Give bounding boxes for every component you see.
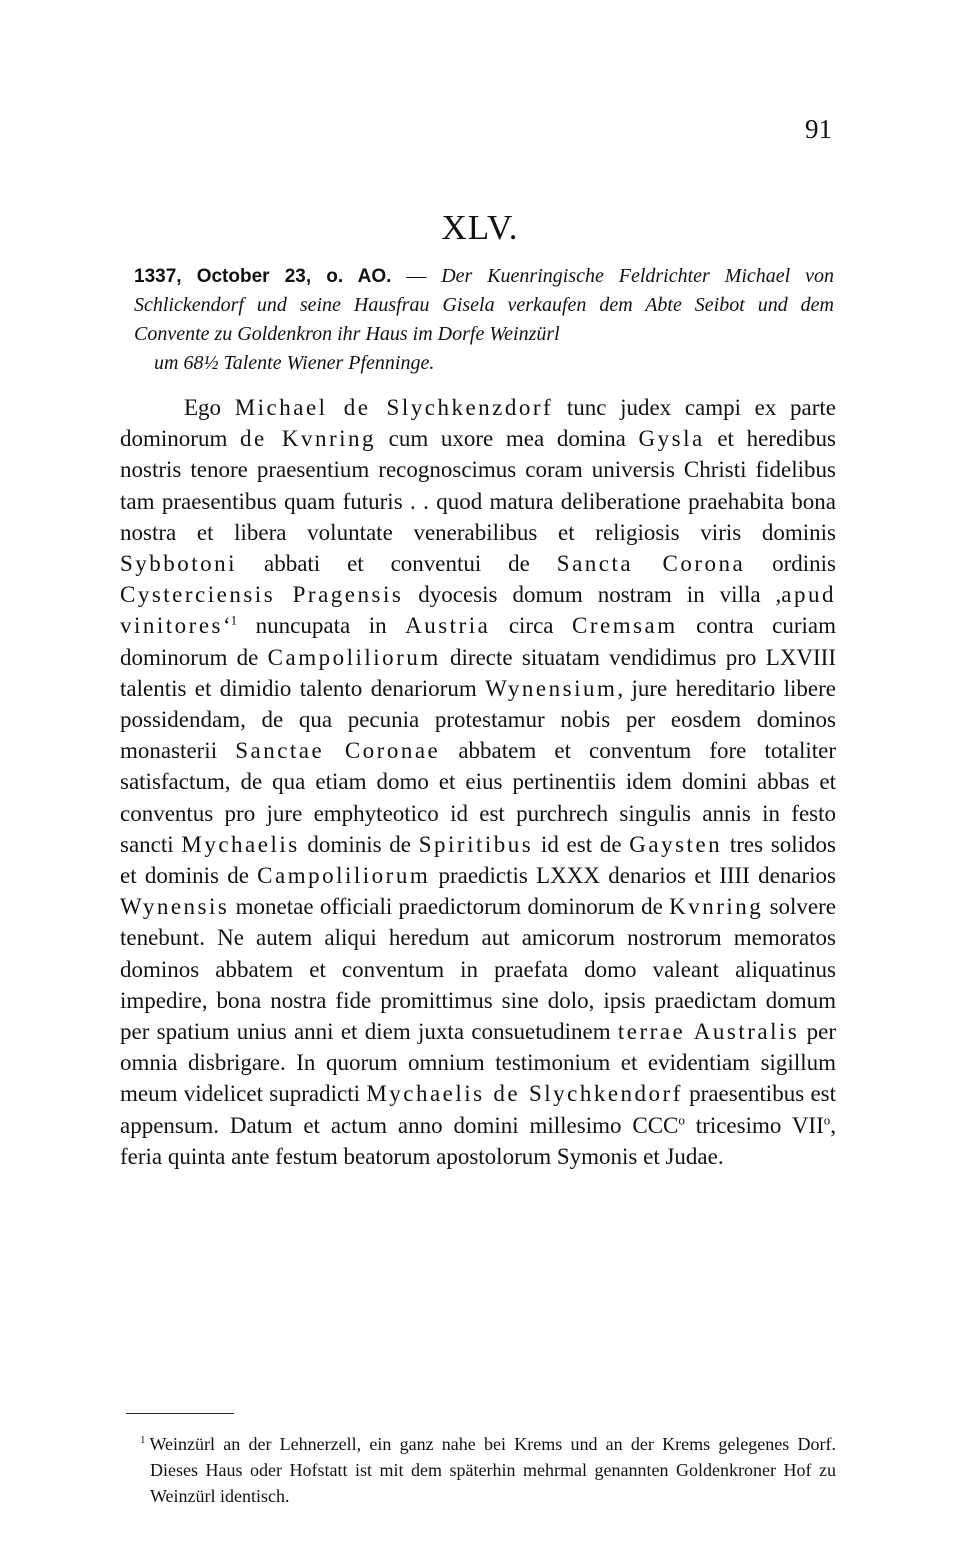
body-text: cum uxore mea domina [376, 426, 639, 452]
body-text: contra curiam dominorum de [120, 613, 836, 670]
body-text: dominis de [299, 831, 419, 857]
spaced-name: Spiritibus [418, 831, 534, 857]
body-text: ‘ [223, 613, 231, 639]
body-text: tricesimo VII [684, 1112, 824, 1138]
spaced-name: Kvnring [669, 894, 764, 920]
document-number: XLV. [441, 208, 519, 247]
spaced-name: Sybbotoni [120, 551, 238, 577]
body-text: id est de [533, 831, 630, 857]
footnote [140, 1431, 836, 1509]
footnote-reference: 1 [230, 612, 238, 628]
spaced-name: Cremsam [572, 613, 678, 639]
spaced-name: Gaysten [629, 831, 723, 857]
body-text: directe situatam vendidimus pro LXVIII talentis et dimidio talento denariorum [120, 644, 836, 701]
body-text: nuncupata in [237, 613, 406, 639]
spaced-name: Mychaelis [181, 831, 300, 857]
body-text: ordinis [745, 551, 837, 577]
header-summary-last: um 68½ Talente Wiener Pfenninge. [154, 352, 435, 374]
spaced-name: Wynensium [485, 675, 618, 701]
footnote-text: Weinzürl an der Lehnerzell, ein ganz nahe bei Krems und an der Krems gelegenes Dorf. Dieses Haus oder Hofstatt ist mit dem späterhin mehrmal genannten Goldenkroner Hof zu Weinzürl identisch. [149, 1434, 836, 1506]
body-text: per omnia disbrigare. In quorum omnium testimonium et evidentiam sigillum meum videlicet supradicti [120, 1019, 836, 1107]
header-dash: — [391, 265, 442, 287]
body-text: , jure hereditario libere possidendam, de qua pecunia protestamur nobis per eosdem dominos monasterii [120, 675, 836, 764]
body-text: et heredibus nostris tenore praesentium recognoscimus coram universis Christi fidelibus tam praesentibus quam futuris . . quod matura deliberatione praehabita bona nostra et libera voluntate venerabilibus et religiosis viris dominis [120, 426, 836, 545]
body-text: praesentibus est appensum. Datum et actum anno domini millesimo CCC [120, 1081, 837, 1138]
body-text: , feria quinta ante festum beatorum apostolorum Symonis et Judae. [120, 1112, 836, 1169]
spaced-name: Sanctae Coronae [235, 738, 441, 764]
footnote-number: 1 [140, 1434, 146, 1446]
spaced-name: Campoliliorum [267, 644, 441, 670]
page-number: 91 [805, 114, 832, 144]
body-text: praedictis LXXX denarios et IIII denarios [430, 863, 836, 889]
body-text: dyocesis domum nostram in villa , [403, 582, 782, 608]
footnote-divider [126, 1413, 234, 1414]
spaced-name: Cysterciensis Pragensis [120, 582, 404, 608]
spaced-name: Austria [405, 613, 491, 639]
body-text: circa [490, 613, 572, 639]
body-text: tres solidos et dominis de [120, 831, 837, 889]
spaced-name: Michael de Slychkenzdorf [234, 395, 554, 420]
body-text: solvere tenebunt. Ne autem aliqui heredum aut amicorum nostrorum memoratos dominos abbatem et conventum in praefata domo valeant aliquatinus impedire, bona nostra fide promittimus sine dolo, ipsis praedictam domum per spatium unius anni et diem juxta consuetudinem [120, 894, 836, 1045]
spaced-name: de Kvnring [239, 426, 376, 452]
superscript: o [678, 1112, 685, 1128]
body-text: monetae officiali praedictorum dominorum de [229, 894, 670, 920]
body-text: Ego [184, 395, 235, 420]
spaced-name: Mychaelis de Slychkendorf [366, 1081, 683, 1107]
spaced-name: Gysla [638, 426, 705, 452]
spaced-name: Sancta Corona [556, 551, 746, 577]
spaced-name: Wynensis [120, 894, 230, 920]
body-text: tunc judex campi ex parte dominorum [120, 395, 836, 452]
body-text: abbatem et conventum fore totaliter satisfactum, de qua etiam domo et eius pertinentiis idem domini abbas et conventus pro jure emphyteotico id est purchrech singulis annis in festo sancti [120, 738, 837, 857]
body-text: abbati et conventui de [237, 551, 557, 577]
charter-body [120, 392, 836, 1172]
header-summary-main: Der Kuenringische Feldrichter Michael von Schlickendorf und seine Hausfrau Gisela verkaufen dem Abte Seibot und dem Convente zu Goldenkron ihr Haus im Dorfe Weinzürl [134, 265, 835, 345]
spaced-name: apud vinitores [120, 582, 837, 639]
header-date: 1337, October 23, o. AO. [134, 266, 392, 287]
spaced-name: terrae Australis [617, 1019, 800, 1045]
document-header [134, 262, 834, 378]
spaced-name: Campoliliorum [257, 863, 431, 889]
superscript: o [823, 1112, 831, 1128]
